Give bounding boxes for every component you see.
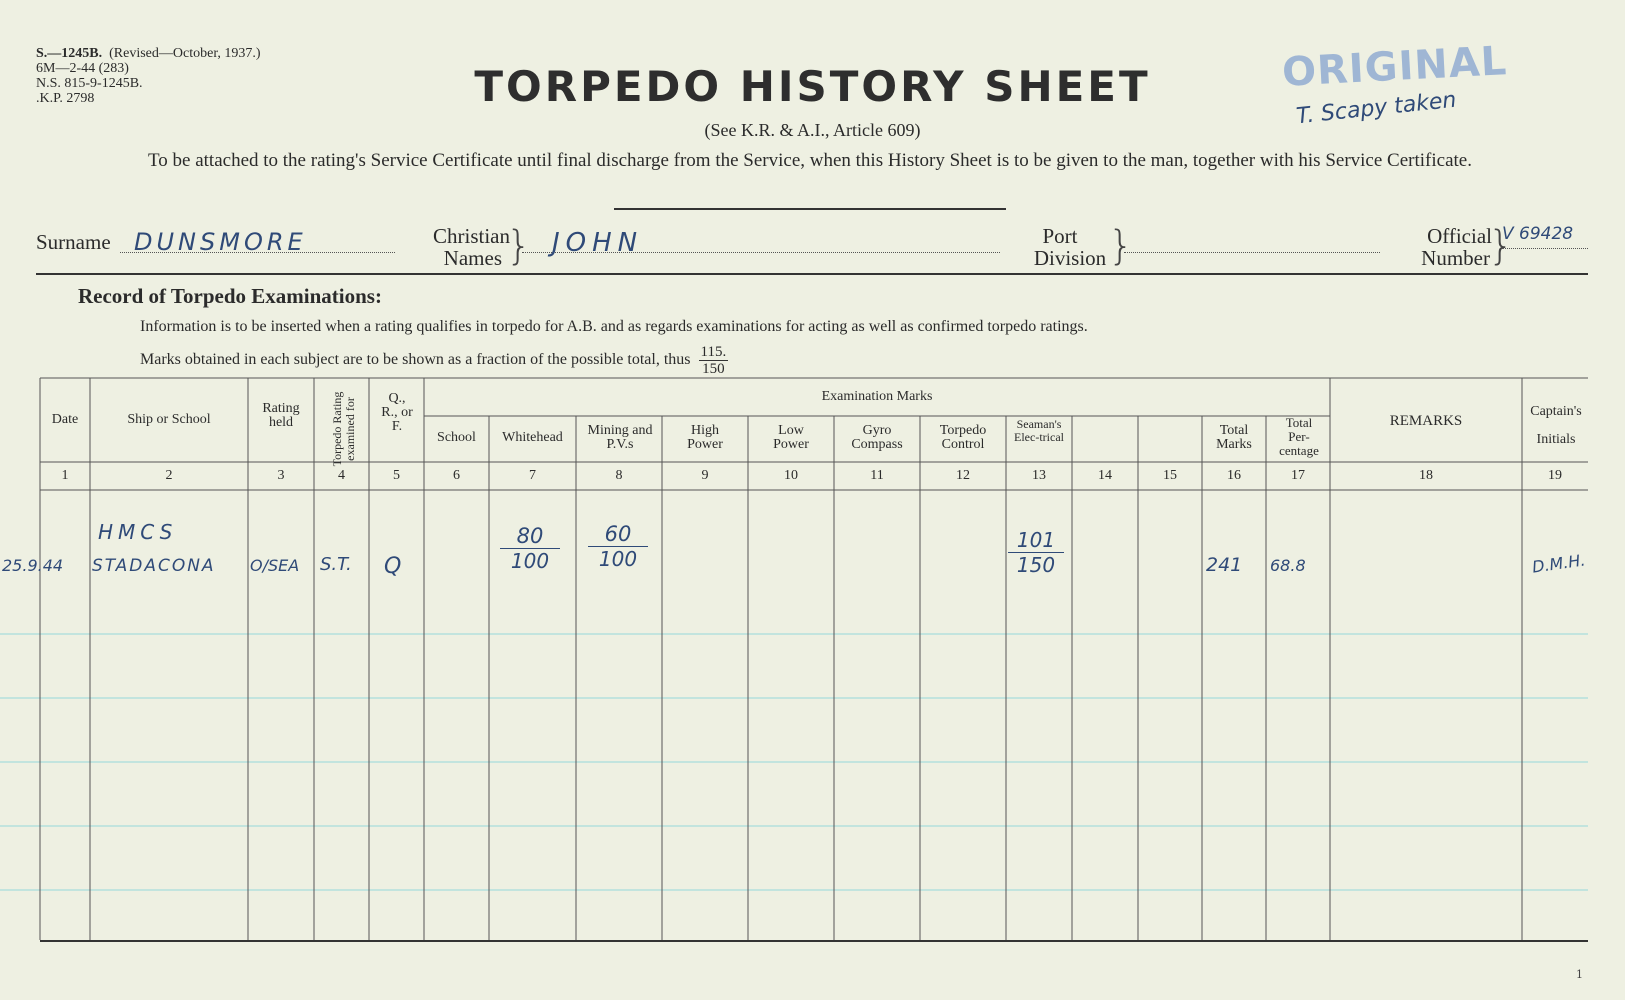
entry-qrf[interactable]: Q <box>384 554 402 579</box>
marks-instruction: Marks obtained in each subject are to be shown as a fraction of the possible total, thus <box>140 351 691 369</box>
form-number: S.—1245B. <box>36 46 103 61</box>
ns-code: N.S. 815-9-1245B. <box>36 76 143 91</box>
col-header-school: School <box>437 430 476 445</box>
col-header-whitehead: Whitehead <box>502 430 563 445</box>
col-header-qrf: Q., R., or F. <box>381 391 413 434</box>
seaman-marks: 101 <box>1008 528 1064 553</box>
mining-possible: 100 <box>598 547 638 571</box>
entry-exam-for[interactable]: S.T. <box>320 554 352 575</box>
col-header-total-percentage: Total Per-centage <box>1279 415 1319 458</box>
col-num-2: 2 <box>165 468 173 483</box>
revised-date: (Revised—October, 1937.) <box>109 46 261 61</box>
col-num-12: 12 <box>956 468 970 483</box>
col-num-3: 3 <box>277 468 285 483</box>
whitehead-possible: 100 <box>510 549 550 573</box>
entry-mining[interactable] <box>588 522 648 571</box>
official-value: V 69428 <box>1502 224 1574 244</box>
port-label-1: Port <box>1042 224 1078 248</box>
edge-mark: 1 <box>1576 968 1583 981</box>
col-num-8: 8 <box>615 468 623 483</box>
col-num-13: 13 <box>1032 468 1046 483</box>
col-num-9: 9 <box>701 468 709 483</box>
entry-whitehead[interactable] <box>500 524 560 573</box>
official-label-2: Number <box>1421 246 1490 270</box>
col-num-10: 10 <box>784 468 798 483</box>
port-label-2: Division <box>1033 246 1107 270</box>
christian-brace: } <box>506 223 532 269</box>
col-header-low-power: Low Power <box>773 423 809 452</box>
christian-label-2: Names <box>443 246 502 270</box>
entry-seaman-electrical[interactable] <box>1008 528 1064 577</box>
print-code: 6M—2-44 (283) <box>36 61 129 76</box>
col-header-torpedo-rating: Torpedo Rating examined for <box>330 391 357 467</box>
entry-ship-line2[interactable]: STADACONA <box>92 556 216 576</box>
col-num-4: 4 <box>338 468 345 483</box>
original-stamp: ORIGINAL <box>1280 38 1509 96</box>
instruction-text: To be attached to the rating's Service Certificate until final discharge from the Service, when this History Sheet is to be given to the man, together with his Service Certificate. <box>148 150 1472 171</box>
whitehead-marks: 80 <box>500 524 560 549</box>
col-header-mining: Mining and P.V.s <box>587 423 653 452</box>
col-num-15: 15 <box>1163 468 1177 483</box>
col-num-5: 5 <box>393 468 400 483</box>
col-num-11: 11 <box>870 468 884 483</box>
info-text: Information is to be inserted when a rating qualifies in torpedo for A.B. and as regards examinations for acting as well as confirmed torpedo ratings. <box>140 318 1088 335</box>
col-header-remarks: REMARKS <box>1389 413 1463 429</box>
col-num-16: 16 <box>1227 468 1241 483</box>
entry-date[interactable]: 25.9.44 <box>2 556 64 575</box>
port-brace: } <box>1108 223 1134 269</box>
col-header-torpedo-control: Torpedo Control <box>939 423 987 452</box>
page-title: TORPEDO HISTORY SHEET <box>474 62 1151 111</box>
col-num-6: 6 <box>453 468 460 483</box>
surname-value: DUNSMORE <box>134 228 307 256</box>
col-num-18: 18 <box>1419 468 1433 483</box>
col-header-gyro-compass: Gyro Compass <box>851 423 903 452</box>
mining-marks: 60 <box>588 522 648 547</box>
fraction-numerator: 115. <box>700 344 727 360</box>
col-num-14: 14 <box>1098 468 1112 483</box>
stamp-note: T. Scapy taken <box>1295 87 1458 130</box>
col-num-19: 19 <box>1548 468 1562 483</box>
entry-total-marks[interactable]: 241 <box>1206 554 1243 576</box>
col-header-high-power: High Power <box>687 423 723 452</box>
surname-label: Surname <box>36 230 111 254</box>
col-header-ship: Ship or School <box>127 412 211 427</box>
official-brace: } <box>1488 223 1514 269</box>
col-header-rating: Rating held <box>262 401 300 430</box>
kp-code: .K.P. 2798 <box>36 91 95 106</box>
col-header-date: Date <box>51 412 79 427</box>
col-header-seaman-electrical: Seaman's Elec-trical <box>1014 417 1064 444</box>
seaman-possible: 150 <box>1016 553 1056 577</box>
col-header-captains-initials: Captain's Initials <box>1530 404 1582 447</box>
entry-captains-initials[interactable]: D.M.H. <box>1530 550 1587 577</box>
official-label-1: Official <box>1427 224 1492 248</box>
col-num-7: 7 <box>529 468 536 483</box>
christian-label-1: Christian <box>433 224 510 248</box>
fraction-denominator: 150 <box>702 361 725 377</box>
col-num-17: 17 <box>1291 468 1305 483</box>
entry-rating[interactable]: O/SEA <box>250 556 300 575</box>
entry-total-percentage[interactable]: 68.8 <box>1270 556 1306 575</box>
christian-value: JOHN <box>552 228 644 258</box>
record-heading: Record of Torpedo Examinations: <box>78 284 382 308</box>
col-header-total-marks: Total Marks <box>1216 423 1252 452</box>
page-subtitle: (See K.R. & A.I., Article 609) <box>704 120 921 140</box>
col-num-1: 1 <box>61 468 69 483</box>
examination-marks-header: Examination Marks <box>821 389 933 404</box>
entry-ship-line1[interactable]: HMCS <box>98 520 178 544</box>
